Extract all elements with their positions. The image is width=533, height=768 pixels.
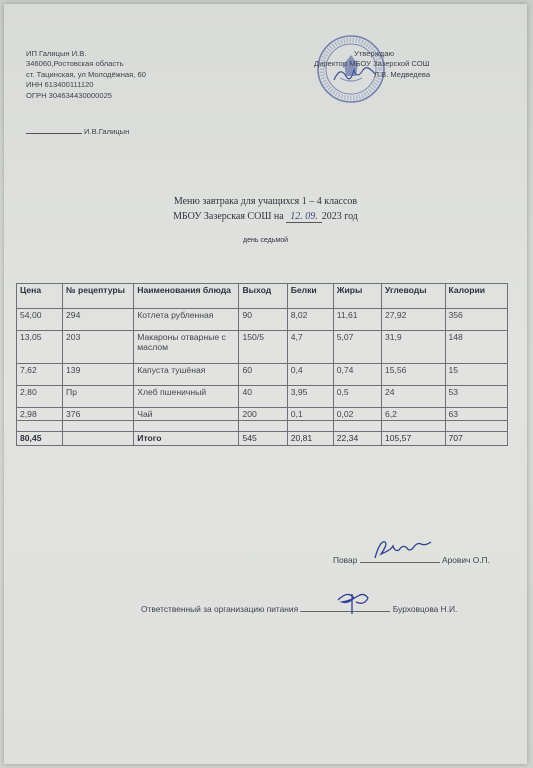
menu-table <box>16 283 508 446</box>
cell-calories: 356 <box>445 309 508 331</box>
cell-recipe: 139 <box>63 364 134 386</box>
col-header-price: Цена <box>17 284 63 309</box>
cell-fat: 0,02 <box>333 408 381 421</box>
cell-fat: 0,74 <box>333 364 381 386</box>
col-header-carbs: Углеводы <box>381 284 445 309</box>
issuer-ogrn: ОГРН 304634430000025 <box>26 90 113 100</box>
signature-line <box>26 133 82 134</box>
issuer-inn: ИНН 613400111120 <box>26 80 94 90</box>
total-fat: 22,34 <box>333 432 381 446</box>
cell-calories: 148 <box>445 331 508 364</box>
approval-name: Л.В. Медведева <box>374 69 431 79</box>
issuer-signature <box>26 127 129 136</box>
cell-fat: 11,61 <box>333 309 381 331</box>
cell-portion: 90 <box>239 309 287 331</box>
responsible-name: Бурховцова Н.И. <box>392 604 458 614</box>
approval-position: Директор МБОУ Зазерской СОШ <box>314 59 430 69</box>
menu-title: Меню завтрака для учащихся 1 – 4 классов <box>173 196 358 207</box>
document-page <box>4 4 527 764</box>
total-label: Итого <box>134 432 239 446</box>
issuer-block <box>26 49 146 101</box>
cell-portion: 150/5 <box>239 331 287 364</box>
cell-price: 7,62 <box>17 364 63 386</box>
menu-day: день седьмой <box>242 237 289 244</box>
cell-dish: Капуста тушёная <box>134 364 239 386</box>
cell-carbs: 31,9 <box>381 331 445 364</box>
cell-protein: 3,95 <box>287 386 333 408</box>
cook-label: Повар <box>333 555 358 565</box>
cell-carbs: 24 <box>381 386 445 408</box>
table-empty-row <box>17 421 508 432</box>
cell-fat: 0,5 <box>333 386 381 408</box>
cell-dish: Чай <box>134 408 239 421</box>
menu-year: 2023 год <box>321 211 358 222</box>
cell-dish: Макароны отварные с маслом <box>134 331 239 364</box>
total-calories: 707 <box>445 432 508 446</box>
responsible-signature-line <box>141 601 457 614</box>
cell-price: 54,00 <box>17 309 63 331</box>
cook-name: Арович О.П. <box>442 555 490 565</box>
cell-price: 2,98 <box>17 408 63 421</box>
col-header-calories: Калории <box>445 284 508 309</box>
issuer-address: 346060,Ростовская область <box>26 59 124 69</box>
table-header-row <box>17 284 508 309</box>
cell-price: 2,80 <box>17 386 63 408</box>
total-protein: 20,81 <box>287 432 333 446</box>
cell-protein: 0,1 <box>287 408 333 421</box>
cell-price: 13,05 <box>17 331 63 364</box>
col-header-dish: Наименования блюда <box>134 284 239 309</box>
table-row <box>17 309 508 331</box>
responsible-signature <box>332 588 376 616</box>
table-total-row <box>17 432 508 446</box>
col-header-portion: Выход <box>239 284 287 309</box>
cell-protein: 0,4 <box>287 364 333 386</box>
cell-carbs: 27,92 <box>381 309 445 331</box>
menu-date: 12. 09. <box>286 211 322 223</box>
approval-word: Утверждаю <box>354 49 395 58</box>
cell-recipe: Пр <box>63 386 134 408</box>
cell-carbs: 15,56 <box>381 364 445 386</box>
table-row <box>17 331 508 364</box>
col-header-fat: Жиры <box>333 284 381 309</box>
issuer-name: ИП Галицын И.В. <box>26 49 87 58</box>
col-header-recipe: № рецептуры <box>63 284 134 309</box>
cell-calories: 53 <box>445 386 508 408</box>
total-recipe <box>63 432 134 446</box>
cell-recipe: 203 <box>63 331 134 364</box>
responsible-label: Ответственный за организацию питания <box>141 604 299 614</box>
menu-subtitle <box>4 211 527 223</box>
table-row <box>17 364 508 386</box>
total-price: 80,45 <box>17 432 63 446</box>
cell-protein: 8,02 <box>287 309 333 331</box>
cell-portion: 40 <box>239 386 287 408</box>
table-row <box>17 386 508 408</box>
cell-recipe: 376 <box>63 408 134 421</box>
cell-protein: 4,7 <box>287 331 333 364</box>
cell-portion: 200 <box>239 408 287 421</box>
total-portion: 545 <box>239 432 287 446</box>
school-name: МБОУ Зазерская СОШ на <box>173 211 284 222</box>
cell-recipe: 294 <box>63 309 134 331</box>
col-header-protein: Белки <box>287 284 333 309</box>
cell-calories: 15 <box>445 364 508 386</box>
issuer-street: ст. Тацинская, ул Молодёжная, 60 <box>26 69 146 79</box>
cook-signature <box>369 538 441 562</box>
cell-dish: Котлета рубленная <box>134 309 239 331</box>
cell-dish: Хлеб пшеничный <box>134 386 239 408</box>
total-carbs: 105,57 <box>381 432 445 446</box>
cell-carbs: 6,2 <box>381 408 445 421</box>
cell-calories: 63 <box>445 408 508 421</box>
cell-portion: 60 <box>239 364 287 386</box>
table-row <box>17 408 508 421</box>
issuer-signature-name: И.В.Галицын <box>84 127 130 136</box>
director-signature <box>330 64 380 86</box>
cell-fat: 5,07 <box>333 331 381 364</box>
